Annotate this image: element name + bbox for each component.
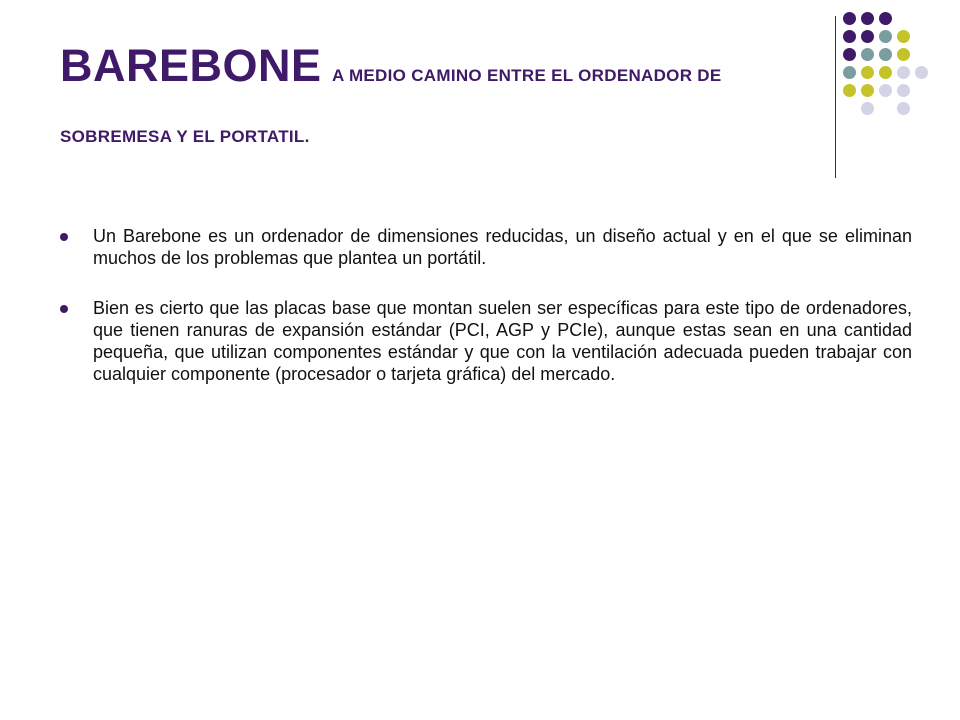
decorative-dot: [879, 84, 892, 97]
bullet-list: [60, 225, 912, 413]
decorative-dot: [843, 30, 856, 43]
decorative-dot: [861, 12, 874, 25]
decorative-dot: [897, 102, 910, 115]
decorative-dot: [843, 84, 856, 97]
decorative-dot: [915, 66, 928, 79]
decorative-dot: [879, 12, 892, 25]
bullet-dot-icon: [60, 233, 68, 241]
decorative-dot: [879, 66, 892, 79]
decorative-dot: [897, 66, 910, 79]
bullet-text: Bien es cierto que las placas base que montan suelen ser específicas para este tipo de ordenadores, que tienen ranuras de expansión estándar (PCI, AGP y PCIe), aunque estas sean en una cantidad pequeña, que utilizan componentes estándar y que con la ventilación adecuada pueden trabajar con cualquier componente (procesador o tarjeta gráfica) del mercado.: [93, 298, 912, 384]
decorative-dot: [843, 48, 856, 61]
bullet-text: Un Barebone es un ordenador de dimensiones reducidas, un diseño actual y en el que se eliminan muchos de los problemas que plantea un portátil.: [93, 226, 912, 268]
decorative-dot: [861, 84, 874, 97]
slide-title: [60, 30, 820, 147]
vertical-divider: [835, 16, 836, 178]
bullet-dot-icon: [60, 305, 68, 313]
decorative-dot: [843, 12, 856, 25]
decorative-dot: [861, 30, 874, 43]
decorative-dot: [861, 48, 874, 61]
decorative-dot: [861, 102, 874, 115]
title-subtitle-part1: A MEDIO CAMINO ENTRE EL ORDENADOR DE: [331, 66, 722, 85]
bullet-item: [60, 297, 912, 385]
title-main: BAREBONE: [60, 40, 322, 91]
title-subtitle-part2: SOBREMESA Y EL PORTATIL.: [60, 127, 310, 146]
decorative-dot: [897, 48, 910, 61]
decorative-dot: [861, 66, 874, 79]
decorative-dot: [897, 84, 910, 97]
bullet-item: [60, 225, 912, 269]
decorative-dot: [843, 66, 856, 79]
decorative-dot: [897, 30, 910, 43]
title-line-1: [60, 30, 820, 113]
decorative-dot: [879, 30, 892, 43]
decorative-dot: [879, 48, 892, 61]
